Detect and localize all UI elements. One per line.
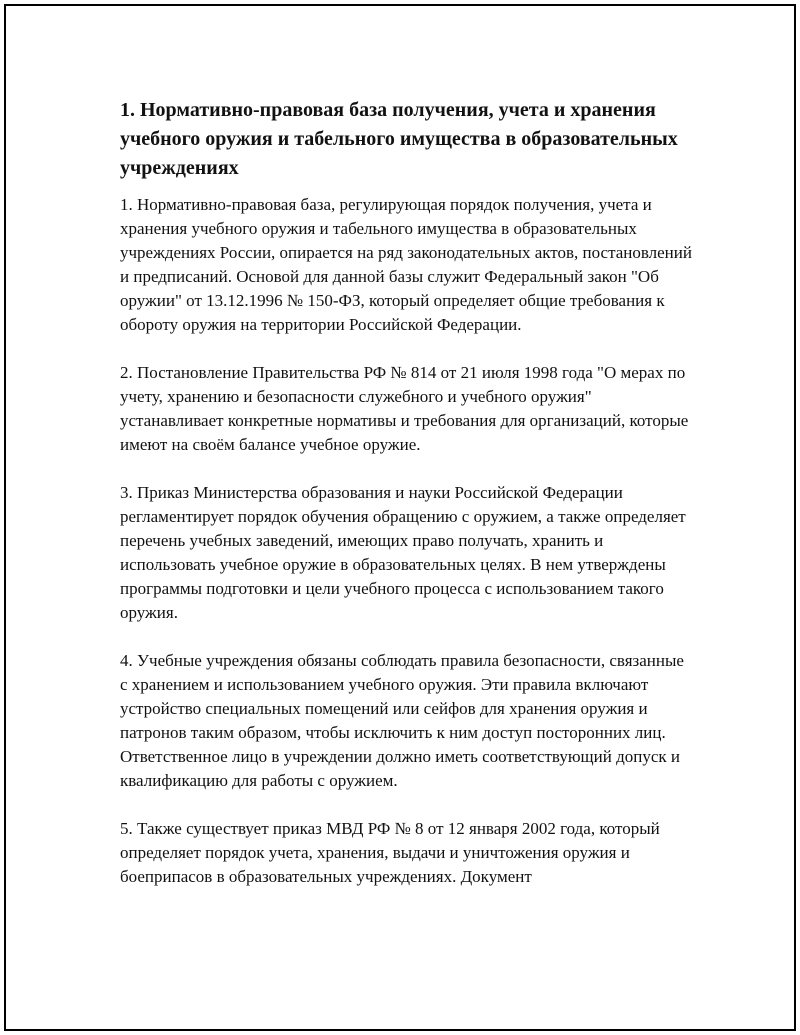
paragraph-3: 3. Приказ Министерства образования и науки Российской Федерации регламентирует порядок обучения обращению с оружием, а также определяет перечень учебных заведений, имеющих право получать, хранить и использовать учебное оружие в образовательных целях. В нем утверждены программы подготовки и цели учебного процесса с использованием такого оружия. [120, 483, 686, 622]
paragraph-2: 2. Постановление Правительства РФ № 814 от 21 июля 1998 года "О мерах по учету, хранению и безопасности служебного и учебного оружия" устанавливает конкретные нормативы и требования для организаций, которые имеют на своём балансе учебное оружие. [120, 363, 689, 454]
document-body [120, 96, 692, 913]
page-frame [4, 4, 796, 1031]
paragraph-4: 4. Учебные учреждения обязаны соблюдать правила безопасности, связанные с хранением и использованием учебного оружия. Эти правила включают устройство специальных помещений или сейфов для хранения оружия и патронов таким образом, чтобы исключить к ним доступ посторонних лиц. Ответственное лицо в учреждении должно иметь соответствующий допуск и квалификацию для работы с оружием. [120, 651, 684, 790]
paragraph-1: 1. Нормативно-правовая база, регулирующая порядок получения, учета и хранения учебного оружия и табельного имущества в образовательных учреждениях России, опирается на ряд законодательных актов, постановлений и предписаний. Основой для данной базы служит Федеральный закон "Об оружии" от 13.12.1996 № 150-ФЗ, который определяет общие требования к обороту оружия на территории Российской Федерации. [120, 195, 692, 334]
paragraph-5: 5. Также существует приказ МВД РФ № 8 от 12 января 2002 года, который определяет порядок учета, хранения, выдачи и уничтожения оружия и боеприпасов в образовательных учреждениях. Документ [120, 819, 660, 886]
document-title: 1. Нормативно-правовая база получения, учета и хранения учебного оружия и табельного имущества в образовательных учреждениях [120, 99, 678, 179]
